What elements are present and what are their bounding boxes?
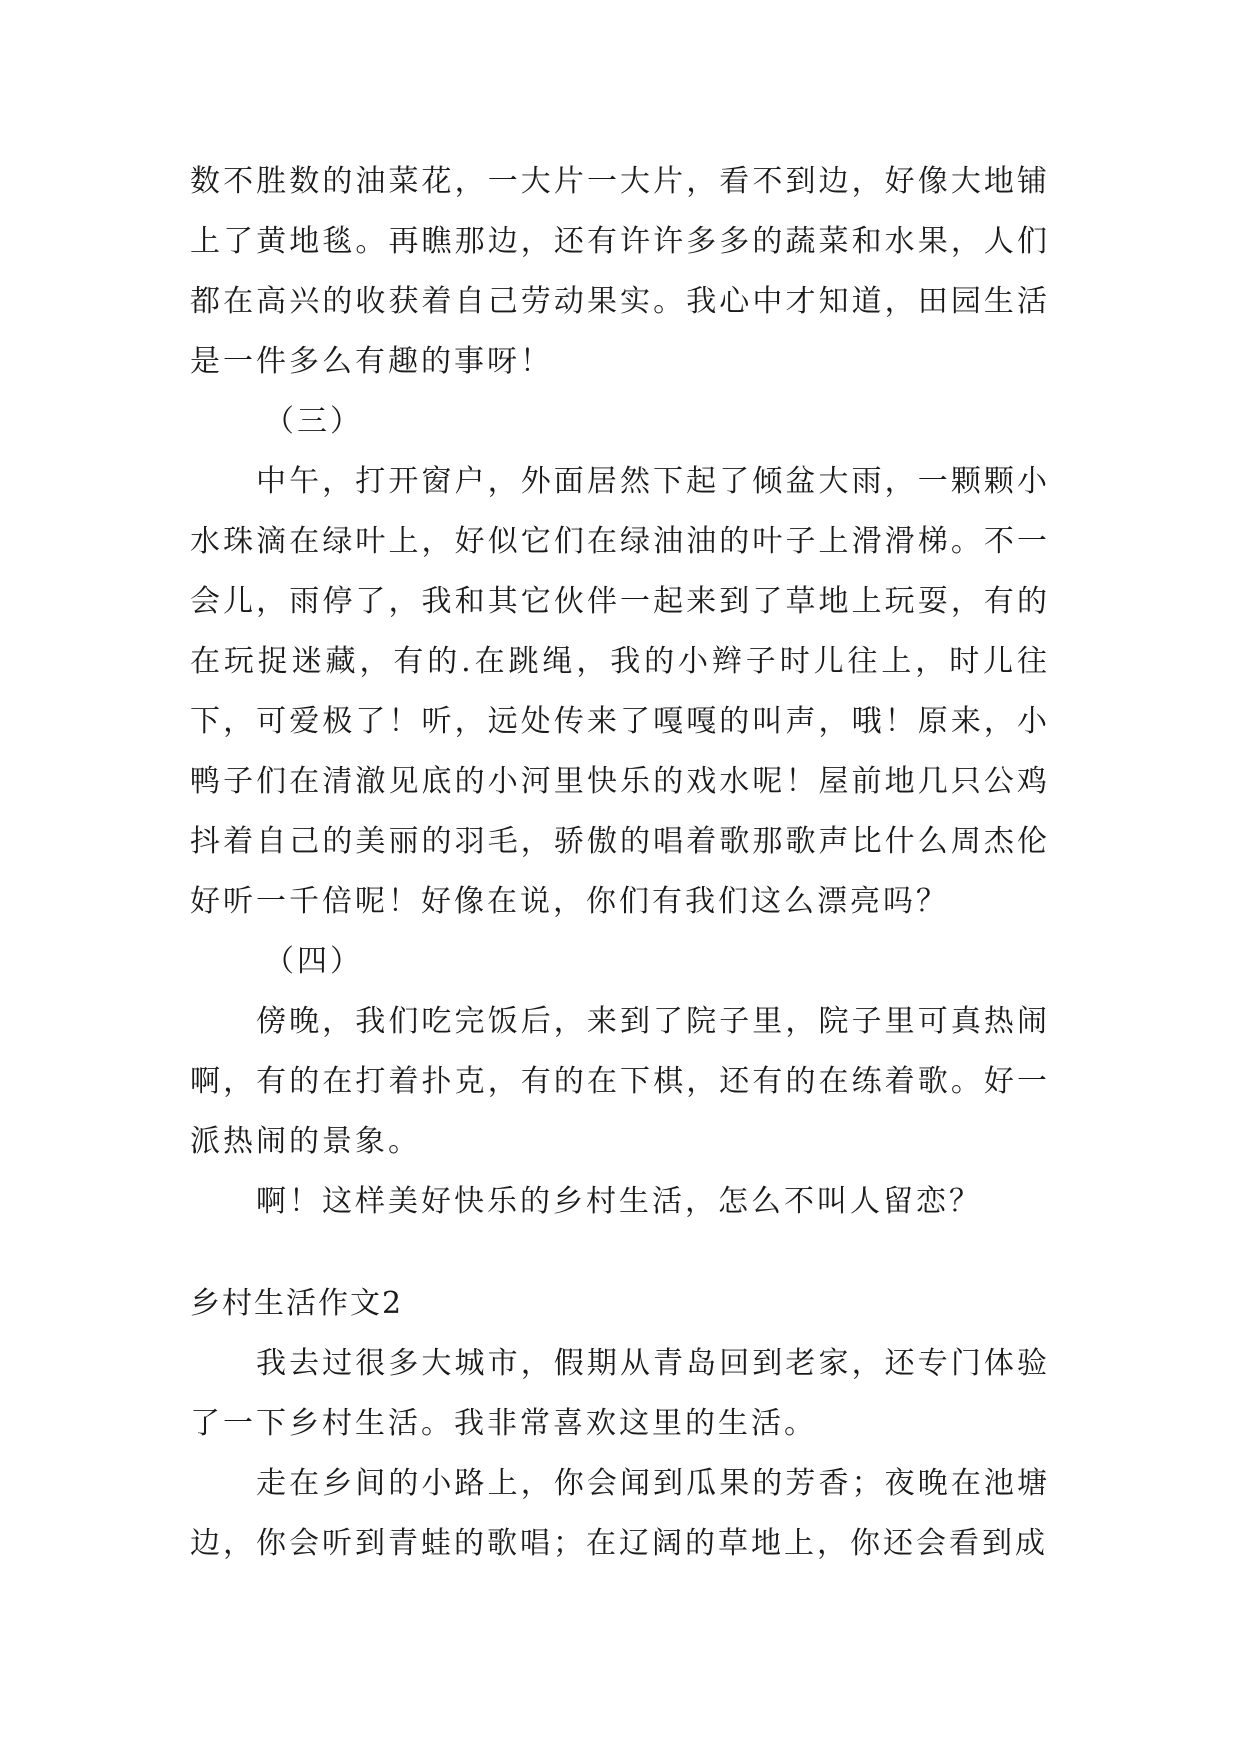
section-heading-three: （三）	[264, 404, 363, 439]
document-body	[190, 152, 1050, 1574]
paragraph-noon-rain: 中午，打开窗户，外面居然下起了倾盆大雨，一颗颗小水珠滴在绿叶上，好似它们在绿油油的叶子上滑滑梯。不一会儿，雨停了，我和其它伙伴一起来到了草地上玩耍，有的在玩捉迷藏，有的.在跳绳，我的小辫子时儿往上，时儿往下，可爱极了！听，远处传来了嘎嘎的叫声，哦！原来，小鸭子们在清澈见底的小河里快乐的戏水呢！屋前地几只公鸡抖着自己的美丽的羽毛，骄傲的唱着歌那歌声比什么周杰伦好听一千倍呢！好像在说，你们有我们这么漂亮吗？	[190, 464, 1050, 919]
essay-title-2: 乡村生活作文2	[190, 1286, 404, 1321]
section-spacer	[190, 1232, 1050, 1274]
paragraph-rapeseed-flowers: 数不胜数的油菜花，一大片一大片，看不到边，好像大地铺上了黄地毯。再瞧那边，还有许许多多的蔬菜和水果，人们都在高兴的收获着自己劳动果实。我心中才知道，田园生活是一件多么有趣的事呀！	[190, 164, 1050, 379]
paragraph-evening-yard: 傍晚，我们吃完饭后，来到了院子里，院子里可真热闹啊，有的在打着扑克，有的在下棋，还有的在练着歌。好一派热闹的景象。	[190, 1004, 1050, 1159]
paragraph-big-cities: 我去过很多大城市，假期从青岛回到老家，还专门体验了一下乡村生活。我非常喜欢这里的生活。	[190, 1346, 1050, 1441]
section-heading-four: （四）	[264, 944, 363, 979]
paragraph-country-path: 走在乡间的小路上，你会闻到瓜果的芳香；夜晚在池塘边，你会听到青蛙的歌唱；在辽阔的草地上，你还会看到成	[190, 1466, 1050, 1561]
paragraph-conclusion: 啊！这样美好快乐的乡村生活，怎么不叫人留恋？	[256, 1184, 982, 1219]
